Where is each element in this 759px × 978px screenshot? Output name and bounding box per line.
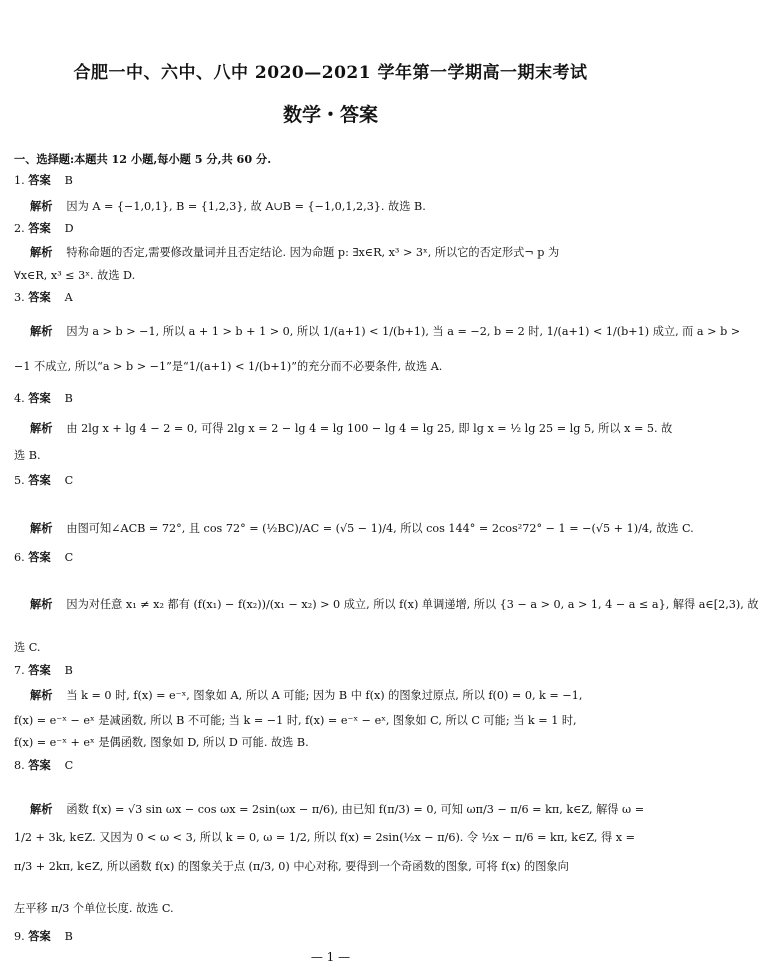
analysis-line	[30, 598, 759, 612]
analysis-label: 解析	[30, 598, 53, 611]
answer-label: 答案	[28, 930, 51, 943]
analysis-label: 解析	[30, 522, 53, 535]
answer-choice: B	[64, 930, 73, 943]
analysis-line	[14, 736, 309, 750]
analysis-text: 因为 A = {−1,0,1}, B = {1,2,3}, 故 A∪B = {−1,0,1,2,3}. 故选 B.	[66, 200, 426, 213]
answer-line	[14, 174, 73, 188]
analysis-line	[14, 831, 635, 845]
analysis-label: 解析	[30, 422, 53, 435]
analysis-text: 特称命题的否定,需要修改量词并且否定结论. 因为命题 p: ∃x∈R, x³ > 3ˣ, 所以它的否定形式¬ p 为	[66, 246, 560, 259]
analysis-line	[14, 860, 569, 874]
answer-label: 答案	[28, 551, 51, 564]
analysis-text: π/3 + 2kπ, k∈Z, 所以函数 f(x) 的图象关于点 (π/3, 0) 中心对称, 要得到一个奇函数的图象, 可将 f(x) 的图象向	[14, 860, 569, 873]
analysis-text: 左平移 π/3 个单位长度. 故选 C.	[14, 902, 174, 915]
analysis-text: 选 C.	[14, 641, 41, 654]
analysis-label: 解析	[30, 689, 53, 702]
answer-label: 答案	[28, 291, 51, 304]
analysis-label: 解析	[30, 246, 53, 259]
analysis-text: 因为 a > b > −1, 所以 a + 1 > b + 1 > 0, 所以 1/(a+1) < 1/(b+1), 当 a = −2, b = 2 时, 1/(a+1) < 1/(b+1) 成立, 而 a > b >	[66, 325, 741, 338]
answer-choice: B	[64, 174, 73, 187]
analysis-text: 函数 f(x) = √3 sin ωx − cos ωx = 2sin(ωx − π/6), 由已知 f(π/3) = 0, 可知 ωπ/3 − π/6 = kπ, k∈Z, 解得 ω =	[66, 803, 645, 816]
answer-label: 答案	[28, 392, 51, 405]
answer-choice: B	[64, 392, 73, 405]
section-heading: 一、选择题:本题共 12 小题,每小题 5 分,共 60 分.	[14, 152, 272, 166]
answer-line	[14, 930, 73, 944]
answer-choice: C	[64, 474, 74, 487]
analysis-text: ∀x∈R, x³ ≤ 3ˣ. 故选 D.	[14, 269, 136, 282]
analysis-text: 选 B.	[14, 449, 41, 462]
analysis-text: 由 2lg x + lg 4 − 2 = 0, 可得 2lg x = 2 − lg 4 = lg 100 − lg 4 = lg 25, 即 lg x = ½ lg 25 = lg 5, 所以 x = 5. 故	[66, 422, 673, 435]
page-title: 合肥一中、六中、八中 2020—2021 学年第一学期高一期末考试	[73, 63, 588, 83]
answer-line	[14, 474, 73, 488]
analysis-line	[30, 246, 559, 260]
answer-label: 答案	[28, 174, 51, 187]
answer-line	[14, 392, 73, 406]
answer-label: 答案	[28, 759, 51, 772]
answer-label: 答案	[28, 664, 51, 677]
answer-line	[14, 222, 74, 236]
question-number: 7.	[14, 664, 25, 677]
analysis-line	[14, 360, 442, 374]
analysis-line	[30, 522, 694, 536]
answer-choice: A	[64, 291, 73, 304]
analysis-line	[30, 200, 426, 214]
analysis-line	[14, 449, 41, 463]
question-number: 8.	[14, 759, 25, 772]
question-number: 6.	[14, 551, 25, 564]
analysis-text: 因为对任意 x₁ ≠ x₂ 都有 (f(x₁) − f(x₂))/(x₁ − x₂) > 0 成立, 所以 f(x) 单调递增, 所以 {3 − a > 0, a > 1, 4 − a ≤ a}, 解得 a∈[2,3), 故	[66, 598, 759, 611]
question-number: 2.	[14, 222, 25, 235]
analysis-line	[30, 422, 672, 436]
answer-line	[14, 664, 73, 678]
question-number: 9.	[14, 930, 25, 943]
answer-line	[14, 291, 73, 305]
analysis-line	[30, 803, 644, 817]
answer-choice: C	[64, 759, 74, 772]
analysis-label: 解析	[30, 803, 53, 816]
analysis-label: 解析	[30, 325, 53, 338]
page-number: — 1 —	[310, 950, 351, 964]
analysis-text: 1/2 + 3k, k∈Z. 又因为 0 < ω < 3, 所以 k = 0, ω = 1/2, 所以 f(x) = 2sin(½x − π/6). 令 ½x − π/6 = kπ, k∈Z, 得 x =	[14, 831, 636, 844]
analysis-line	[14, 641, 40, 655]
analysis-text: 由图可知∠ACB = 72°, 且 cos 72° = (½BC)/AC = (√5 − 1)/4, 所以 cos 144° = 2cos²72° − 1 = −(√5 + 1)/4, 故选 C.	[66, 522, 694, 535]
question-number: 4.	[14, 392, 25, 405]
analysis-text: 当 k = 0 时, f(x) = e⁻ˣ, 图象如 A, 所以 A 可能; 因为 B 中 f(x) 的图象过原点, 所以 f(0) = 0, k = −1,	[66, 689, 583, 702]
answer-label: 答案	[28, 222, 51, 235]
analysis-text: f(x) = e⁻ˣ + eˣ 是偶函数, 图象如 D, 所以 D 可能. 故选 B.	[14, 736, 309, 749]
analysis-text: f(x) = e⁻ˣ − eˣ 是减函数, 所以 B 不可能; 当 k = −1 时, f(x) = e⁻ˣ − eˣ, 图象如 C, 所以 C 可能; 当 k = 1 时,	[14, 714, 577, 727]
analysis-line	[14, 902, 174, 916]
analysis-line	[14, 714, 577, 728]
question-number: 5.	[14, 474, 25, 487]
analysis-label: 解析	[30, 200, 53, 213]
answer-choice: C	[64, 551, 74, 564]
analysis-text: −1 不成立, 所以“a > b > −1”是“1/(a+1) < 1/(b+1)”的充分而不必要条件, 故选 A.	[14, 360, 443, 373]
page-subtitle: 数学・答案	[282, 104, 378, 126]
answer-line	[14, 551, 73, 565]
answer-label: 答案	[28, 474, 51, 487]
question-number: 3.	[14, 291, 25, 304]
analysis-line	[30, 325, 740, 339]
analysis-line	[14, 269, 135, 283]
analysis-line	[30, 689, 582, 703]
answer-choice: D	[64, 222, 74, 235]
question-number: 1.	[14, 174, 25, 187]
answer-choice: B	[64, 664, 73, 677]
answer-line	[14, 759, 73, 773]
